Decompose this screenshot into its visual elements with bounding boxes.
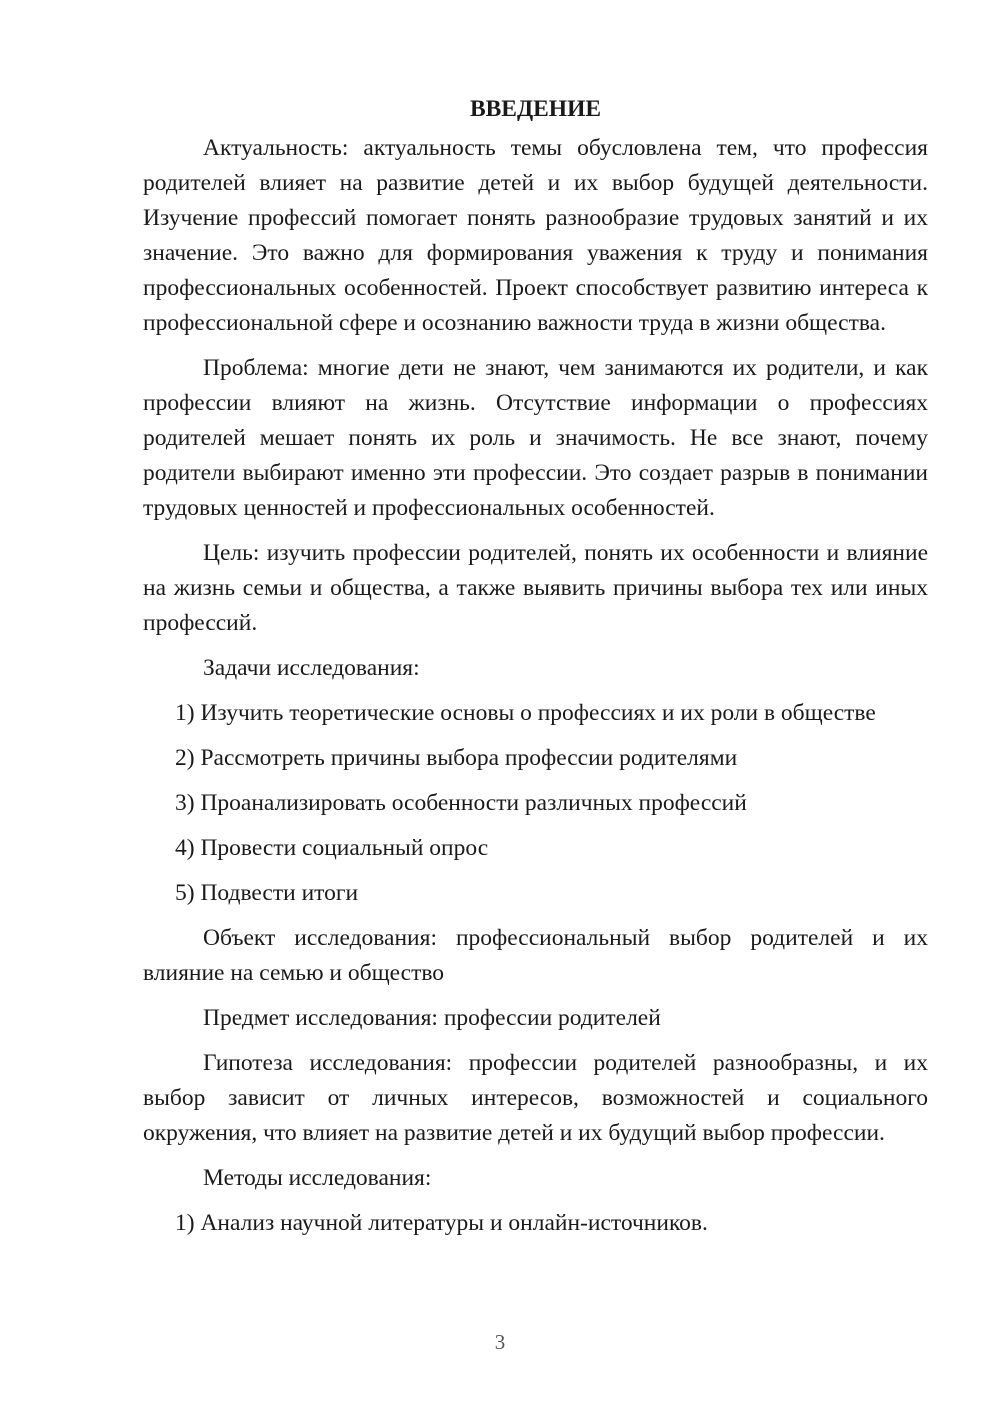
task-item-5: 5) Подвести итоги — [175, 880, 359, 906]
task-item-3: 3) Проанализировать особенности различных профессий — [175, 790, 747, 816]
task-item-2: 2) Рассмотреть причины выбора профессии родителями — [175, 745, 738, 771]
object-paragraph: Объект исследования: профессиональный выбор родителей и их влияние на семью и общество — [143, 925, 928, 986]
task-item-1: 1) Изучить теоретические основы о профессиях и их роли в обществе — [175, 700, 876, 726]
task-item-4: 4) Провести социальный опрос — [175, 835, 489, 861]
method-item-1: 1) Анализ научной литературы и онлайн-источников. — [175, 1210, 708, 1236]
relevance-paragraph: Актуальность: актуальность темы обусловлена тем, что профессия родителей влияет на развитие детей и их выбор будущей деятельности. Изучение профессий помогает понять разнообразие трудовых занятий и их значение. Это важно для формирования уважения к труду и понимания профессиональных особенностей. Проект способствует развитию интереса к профессиональной сфере и осознанию важности труда в жизни общества. — [143, 135, 928, 336]
subject-paragraph: Предмет исследования: профессии родителей — [203, 1005, 661, 1031]
problem-paragraph: Проблема: многие дети не знают, чем занимаются их родители, и как профессии влияют на жизнь. Отсутствие информации о профессиях родителей мешает понять их роль и значимость. Не все знают, почему родители выбирают именно эти профессии. Это создает разрыв в понимании трудовых ценностей и профессиональных особенностей. — [143, 355, 928, 521]
document-title: ВВЕДЕНИЕ — [469, 96, 602, 122]
tasks-list — [143, 696, 928, 911]
goal-paragraph: Цель: изучить профессии родителей, понять их особенности и влияние на жизнь семьи и общества, а также выявить причины выбора тех или иных профессий. — [143, 540, 928, 636]
methods-heading: Методы исследования: — [203, 1165, 432, 1191]
document-page — [143, 92, 928, 1251]
tasks-heading: Задачи исследования: — [203, 655, 420, 681]
page-number: 3 — [494, 1330, 506, 1354]
methods-list — [143, 1206, 928, 1241]
hypothesis-paragraph: Гипотеза исследования: профессии родителей разнообразны, и их выбор зависит от личных интересов, возможностей и социального окружения, что влияет на развитие детей и их будущий выбор профессии. — [143, 1050, 928, 1146]
